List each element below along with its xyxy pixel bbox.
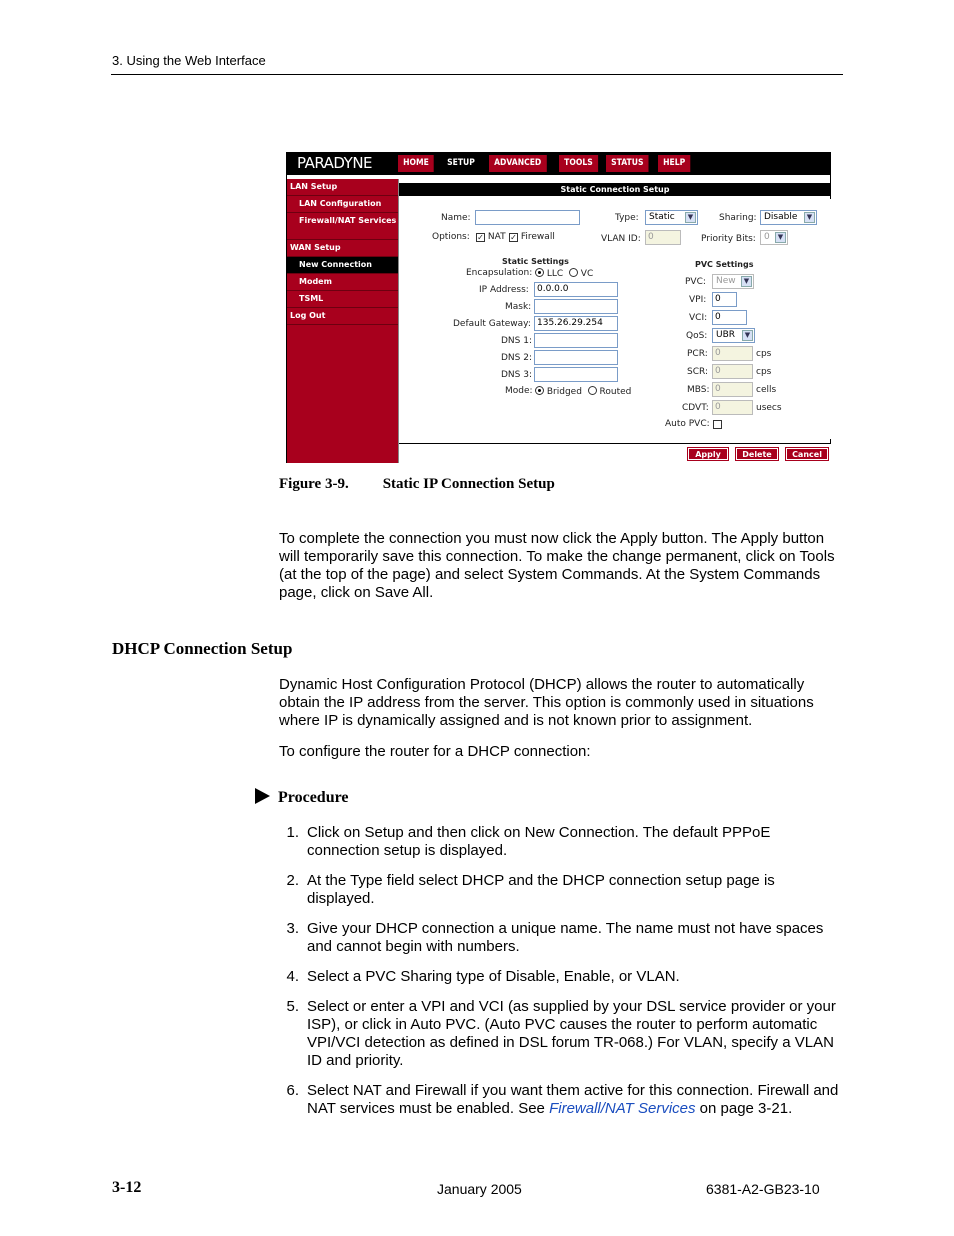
sidebar-item-firewall-nat[interactable]: Firewall/NAT Services	[287, 213, 398, 240]
dns2-input[interactable]	[534, 350, 618, 365]
static-settings-heading: Static Settings	[502, 257, 569, 266]
list-item	[279, 824, 844, 860]
cdvt-unit: usecs	[756, 403, 782, 413]
chevron-down-icon: ▼	[775, 232, 786, 243]
auto-pvc-checkbox[interactable]	[713, 420, 722, 429]
tab-help[interactable]: HELP	[658, 155, 690, 172]
scr-label: SCR:	[687, 367, 709, 377]
type-select[interactable]	[645, 210, 698, 225]
mbs-label: MBS:	[687, 385, 710, 395]
type-label: Type:	[615, 213, 639, 223]
qos-select[interactable]	[712, 328, 755, 343]
step-number: 6.	[286, 1082, 299, 1099]
firewall-checkbox[interactable]: ✓	[510, 233, 517, 242]
button-bar	[399, 443, 831, 463]
sidebar-item-log-out[interactable]: Log Out	[287, 308, 398, 325]
procedure-heading	[255, 788, 349, 807]
cancel-button[interactable]: Cancel	[786, 448, 828, 460]
ip-address-input[interactable]: 0.0.0.0	[534, 282, 618, 297]
footer-date: January 2005	[437, 1181, 522, 1197]
vlan-id-label: VLAN ID:	[601, 234, 641, 244]
figure-caption	[279, 476, 555, 493]
header-rule	[111, 74, 843, 75]
step-number: 5.	[286, 998, 299, 1015]
pcr-input[interactable]: 0	[712, 346, 753, 361]
step-text: Select a PVC Sharing type of Disable, Enable, or VLAN.	[307, 968, 680, 985]
sidebar-item-lan-configuration[interactable]: LAN Configuration	[287, 196, 398, 213]
section-heading: DHCP Connection Setup	[112, 639, 293, 658]
paragraph-apply: To complete the connection you must now click the Apply button. The Apply button will temporarily save this connection. To make the change permanent, click on Tools (at the top of the page) and select System Commands. At the System Commands page, click on Save All.	[279, 530, 835, 601]
list-item	[279, 1082, 844, 1118]
sidebar	[287, 179, 398, 463]
tab-advanced[interactable]: ADVANCED	[489, 155, 546, 172]
figure-number: Figure 3-9.	[279, 476, 349, 492]
sidebar-item-modem[interactable]: Modem	[287, 274, 398, 291]
step-number: 2.	[286, 872, 299, 889]
firewall-option	[509, 232, 555, 242]
step6-text-pre: Select NAT and Firewall if you want them active for this connection. Firewall and NAT services must be enabled. See	[307, 1082, 839, 1117]
bridged-radio[interactable]	[535, 386, 544, 395]
connection-form	[399, 199, 831, 439]
priority-bits-label: Priority Bits:	[701, 234, 756, 244]
sharing-value: Disable	[764, 212, 798, 222]
pvc-select[interactable]	[712, 274, 754, 289]
mask-label: Mask:	[505, 302, 532, 312]
apply-button[interactable]: Apply	[688, 448, 728, 460]
dns1-input[interactable]	[534, 333, 618, 348]
llc-label: LLC	[546, 269, 564, 279]
list-item	[279, 872, 844, 908]
sidebar-item-lan-setup[interactable]: LAN Setup	[287, 179, 398, 196]
default-gateway-input[interactable]: 135.26.29.254	[534, 316, 618, 331]
pcr-unit: cps	[756, 349, 772, 359]
setup-panel	[398, 179, 830, 463]
vci-label: VCI:	[689, 313, 708, 323]
step-text: Give your DHCP connection a unique name. The name must not have spaces and cannot begin with numbers.	[307, 920, 824, 955]
paragraph-dhcp-intro: Dynamic Host Configuration Protocol (DHCP) allows the router to automatically obtain the IP address from the server. This option is commonly used in situations where IP is dynamically assigned and is not known prior to assignment.	[279, 676, 814, 729]
llc-radio[interactable]	[535, 268, 544, 277]
page-number: 3-12	[112, 1179, 142, 1196]
options-label: Options:	[432, 232, 470, 242]
nat-option	[476, 232, 506, 242]
priority-bits-select[interactable]	[760, 230, 788, 245]
web-ui-screenshot	[286, 152, 831, 463]
sidebar-item-tsml[interactable]: TSML	[287, 291, 398, 308]
chevron-down-icon: ▼	[685, 212, 696, 223]
mbs-input[interactable]: 0	[712, 382, 753, 397]
auto-pvc-label: Auto PVC:	[665, 419, 710, 429]
dns3-label: DNS 3:	[501, 370, 532, 380]
dns1-label: DNS 1:	[501, 336, 532, 346]
qos-label: QoS:	[686, 331, 708, 341]
mask-input[interactable]	[534, 299, 618, 314]
sharing-label: Sharing:	[719, 213, 757, 223]
nat-label: NAT	[487, 232, 506, 242]
vlan-id-input[interactable]: 0	[645, 230, 681, 245]
tab-status[interactable]: STATUS	[606, 155, 649, 172]
sidebar-item-wan-setup[interactable]: WAN Setup	[287, 240, 398, 257]
firewall-nat-link[interactable]: Firewall/NAT Services	[549, 1100, 696, 1117]
document-number: 6381-A2-GB23-10	[706, 1181, 820, 1197]
vpi-label: VPI:	[689, 295, 707, 305]
dns3-input[interactable]	[534, 367, 618, 382]
name-input[interactable]	[475, 210, 580, 225]
dns2-label: DNS 2:	[501, 353, 532, 363]
running-head: 3. Using the Web Interface	[112, 53, 266, 68]
list-item	[279, 920, 844, 956]
triangle-right-icon	[255, 788, 270, 804]
procedure-steps	[279, 824, 844, 1130]
name-label: Name:	[441, 213, 471, 223]
routed-radio[interactable]	[588, 386, 597, 395]
scr-input[interactable]: 0	[712, 364, 753, 379]
vpi-input[interactable]: 0	[712, 292, 737, 307]
step-text: Select or enter a VPI and VCI (as supplied by your DSL service provider or your ISP), or click in Auto PVC. (Auto PVC causes the router to perform automatic VPI/VCI detection as defined in DSL forum TR-068.) For VLAN, specify a VLAN ID and priority.	[307, 998, 836, 1069]
pvc-settings-heading: PVC Settings	[695, 260, 754, 269]
pcr-label: PCR:	[687, 349, 708, 359]
pvc-value: New	[716, 276, 736, 286]
type-value: Static	[649, 212, 675, 222]
mode-options	[535, 386, 631, 397]
list-item	[279, 998, 844, 1070]
step-text	[307, 1082, 844, 1118]
nat-checkbox[interactable]: ✓	[477, 233, 484, 242]
paradyne-logo: PARADYNE	[297, 154, 373, 172]
firewall-label: Firewall	[520, 232, 555, 242]
chevron-down-icon: ▼	[804, 212, 815, 223]
ip-address-label: IP Address:	[479, 285, 529, 295]
mbs-unit: cells	[756, 385, 777, 395]
step-number: 1.	[286, 824, 299, 841]
scr-unit: cps	[756, 367, 772, 377]
procedure-label: Procedure	[278, 789, 349, 806]
vc-radio[interactable]	[569, 268, 578, 277]
paragraph-configure: To configure the router for a DHCP connection:	[279, 743, 591, 760]
pvc-label: PVC:	[685, 277, 706, 287]
cdvt-label: CDVT:	[682, 403, 709, 413]
top-bar	[287, 153, 830, 175]
tab-setup[interactable]: SETUP	[442, 155, 480, 172]
step6-text-post: on page 3-21.	[695, 1100, 793, 1117]
delete-button[interactable]: Delete	[736, 448, 778, 460]
step-number: 3.	[286, 920, 299, 937]
bridged-label: Bridged	[546, 387, 582, 397]
panel-title: Static Connection Setup	[399, 183, 831, 196]
figure-title: Static IP Connection Setup	[382, 476, 555, 492]
step-text: At the Type field select DHCP and the DHCP connection setup page is displayed.	[307, 872, 775, 907]
chevron-down-icon: ▼	[741, 276, 752, 287]
encapsulation-options	[535, 268, 593, 279]
tab-tools[interactable]: TOOLS	[559, 155, 598, 172]
routed-label: Routed	[599, 387, 632, 397]
vci-input[interactable]: 0	[712, 310, 747, 325]
list-item	[279, 968, 844, 986]
tab-home[interactable]: HOME	[398, 155, 434, 172]
vc-label: VC	[580, 269, 594, 279]
default-gateway-label: Default Gateway:	[453, 319, 531, 329]
qos-value: UBR	[716, 330, 736, 340]
step-number: 4.	[286, 968, 299, 985]
chevron-down-icon: ▼	[742, 330, 753, 341]
mode-label: Mode:	[505, 386, 533, 396]
top-tabs	[398, 155, 696, 172]
encapsulation-label: Encapsulation:	[466, 268, 533, 278]
cdvt-input[interactable]: 0	[712, 400, 753, 415]
sidebar-item-new-connection[interactable]: New Connection	[287, 257, 398, 274]
step-text: Click on Setup and then click on New Connection. The default PPPoE connection setup is displayed.	[307, 824, 771, 859]
priority-bits-value: 0	[764, 232, 770, 242]
sharing-select[interactable]	[760, 210, 817, 225]
